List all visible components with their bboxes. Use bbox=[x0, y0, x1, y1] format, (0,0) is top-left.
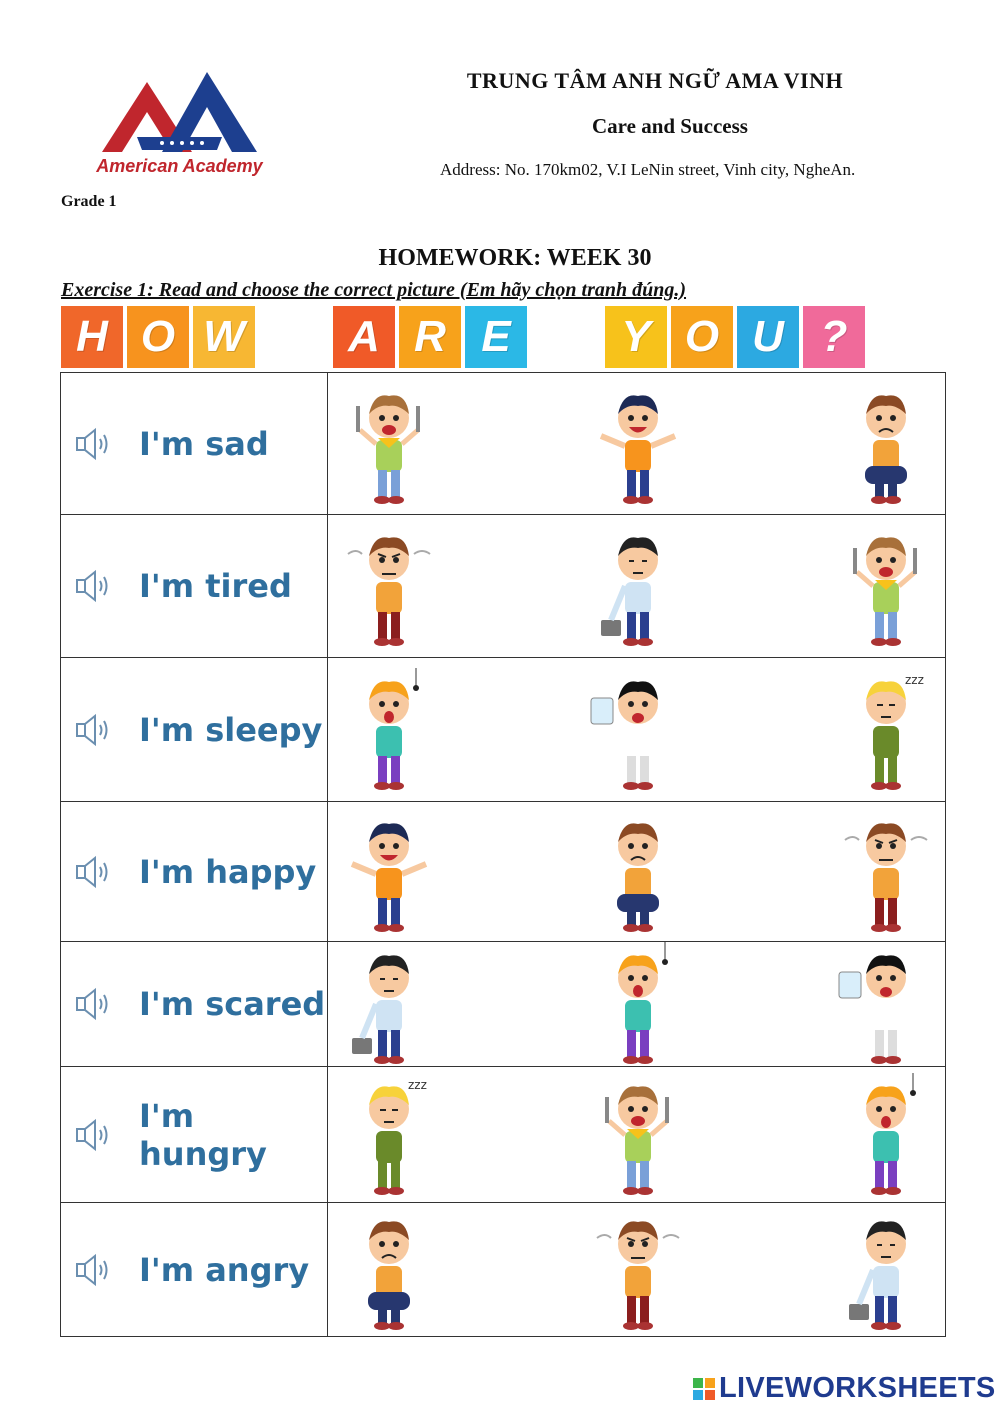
picture-choice-scared-girl[interactable] bbox=[587, 942, 687, 1066]
picture-choice-scared-girl[interactable] bbox=[835, 1073, 935, 1197]
homework-title: HOMEWORK: WEEK 30 bbox=[378, 245, 652, 271]
picture-choice-happy-boy[interactable] bbox=[587, 382, 687, 506]
phrase-cell bbox=[61, 1067, 328, 1202]
exercise-instruction: Exercise 1: Read and choose the correct picture (Em hãy chọn tranh đúng.) bbox=[61, 279, 687, 301]
phrase-text: I'm tired bbox=[139, 567, 292, 605]
banner-letter-tile: Y bbox=[605, 306, 667, 368]
phrase-text: I'm sleepy bbox=[139, 710, 323, 749]
banner-letter-tile: ? bbox=[803, 306, 865, 368]
picture-choice-sad-boy[interactable] bbox=[338, 1208, 438, 1332]
picture-choice-hungry-boy[interactable] bbox=[835, 524, 935, 648]
phrase-cell bbox=[61, 515, 328, 657]
picture-choice-thirsty-boy[interactable] bbox=[835, 942, 935, 1066]
picture-choices bbox=[328, 942, 945, 1066]
picture-choices bbox=[328, 802, 945, 941]
picture-choice-tired-man[interactable] bbox=[835, 1208, 935, 1332]
picture-choices bbox=[328, 515, 945, 657]
phrase-cell bbox=[61, 942, 328, 1066]
exercise-row bbox=[61, 657, 945, 801]
picture-choice-angry-boy[interactable] bbox=[338, 524, 438, 648]
banner-spacer bbox=[531, 306, 601, 368]
picture-choice-sad-boy[interactable] bbox=[587, 810, 687, 934]
banner-letter-tile: O bbox=[671, 306, 733, 368]
banner-letter-tile: R bbox=[399, 306, 461, 368]
phrase-cell bbox=[61, 373, 328, 514]
exercise-table bbox=[60, 372, 946, 1337]
phrase-text: I'm sad bbox=[139, 424, 269, 463]
logo-caption: American Academy bbox=[96, 156, 263, 176]
picture-choice-scared-girl[interactable] bbox=[338, 668, 438, 792]
phrase-text: I'm happy bbox=[139, 852, 317, 891]
phrase-text: I'm angry bbox=[139, 1250, 310, 1289]
picture-choice-hungry-boy[interactable] bbox=[587, 1073, 687, 1197]
picture-choices bbox=[328, 1067, 945, 1202]
picture-choices bbox=[328, 1203, 945, 1336]
picture-choice-angry-boy[interactable] bbox=[587, 1208, 687, 1332]
banner-letter-tile: W bbox=[193, 306, 255, 368]
phrase-text: I'm scared bbox=[139, 985, 326, 1023]
picture-choice-thirsty-boy[interactable] bbox=[587, 668, 687, 792]
speaker-icon[interactable] bbox=[73, 1251, 115, 1289]
speaker-icon[interactable] bbox=[73, 985, 115, 1023]
picture-choice-tired-man[interactable] bbox=[587, 524, 687, 648]
picture-choice-hungry-boy[interactable] bbox=[338, 382, 438, 506]
grade-label: Grade 1 bbox=[61, 193, 117, 210]
speaker-icon[interactable] bbox=[73, 425, 115, 463]
picture-choices bbox=[328, 373, 945, 514]
exercise-row bbox=[61, 941, 945, 1066]
svg-text:zzz: zzz bbox=[905, 672, 924, 687]
how-are-you-banner bbox=[61, 306, 941, 368]
liveworksheets-mark-icon bbox=[693, 1378, 715, 1400]
phrase-cell bbox=[61, 1203, 328, 1336]
picture-choice-sleepy-man[interactable] bbox=[338, 1073, 438, 1197]
phrase-text: I'm hungry bbox=[139, 1096, 267, 1173]
exercise-row bbox=[61, 373, 945, 514]
liveworksheets-logo bbox=[693, 1372, 996, 1405]
exercise-row bbox=[61, 1066, 945, 1202]
speaker-icon[interactable] bbox=[73, 1116, 115, 1154]
liveworksheets-brand: LIVEWORKSHEETS bbox=[719, 1372, 996, 1404]
picture-choice-tired-man[interactable] bbox=[338, 942, 438, 1066]
picture-choices bbox=[328, 658, 945, 801]
picture-choice-happy-boy[interactable] bbox=[338, 810, 438, 934]
center-name: TRUNG TÂM ANH NGỮ AMA VINH bbox=[466, 68, 844, 93]
banner-letter-tile: H bbox=[61, 306, 123, 368]
exercise-row bbox=[61, 514, 945, 657]
exercise-row bbox=[61, 801, 945, 941]
picture-choice-sad-boy[interactable] bbox=[835, 382, 935, 506]
banner-letter-tile: U bbox=[737, 306, 799, 368]
banner-spacer bbox=[259, 306, 329, 368]
banner-letter-tile: O bbox=[127, 306, 189, 368]
phrase-cell bbox=[61, 658, 328, 801]
banner-letter-tile: A bbox=[333, 306, 395, 368]
exercise-row bbox=[61, 1202, 945, 1336]
svg-text:zzz: zzz bbox=[408, 1077, 427, 1092]
phrase-cell bbox=[61, 802, 328, 941]
picture-choice-sleepy-man[interactable] bbox=[835, 668, 935, 792]
speaker-icon[interactable] bbox=[73, 711, 115, 749]
speaker-icon[interactable] bbox=[73, 853, 115, 891]
speaker-icon[interactable] bbox=[73, 567, 115, 605]
address: Address: No. 170km02, V.I LeNin street, Vinh city, NgheAn. bbox=[440, 160, 856, 179]
banner-letter-tile: E bbox=[465, 306, 527, 368]
tagline: Care and Success bbox=[592, 114, 748, 138]
picture-choice-angry-boy[interactable] bbox=[835, 810, 935, 934]
